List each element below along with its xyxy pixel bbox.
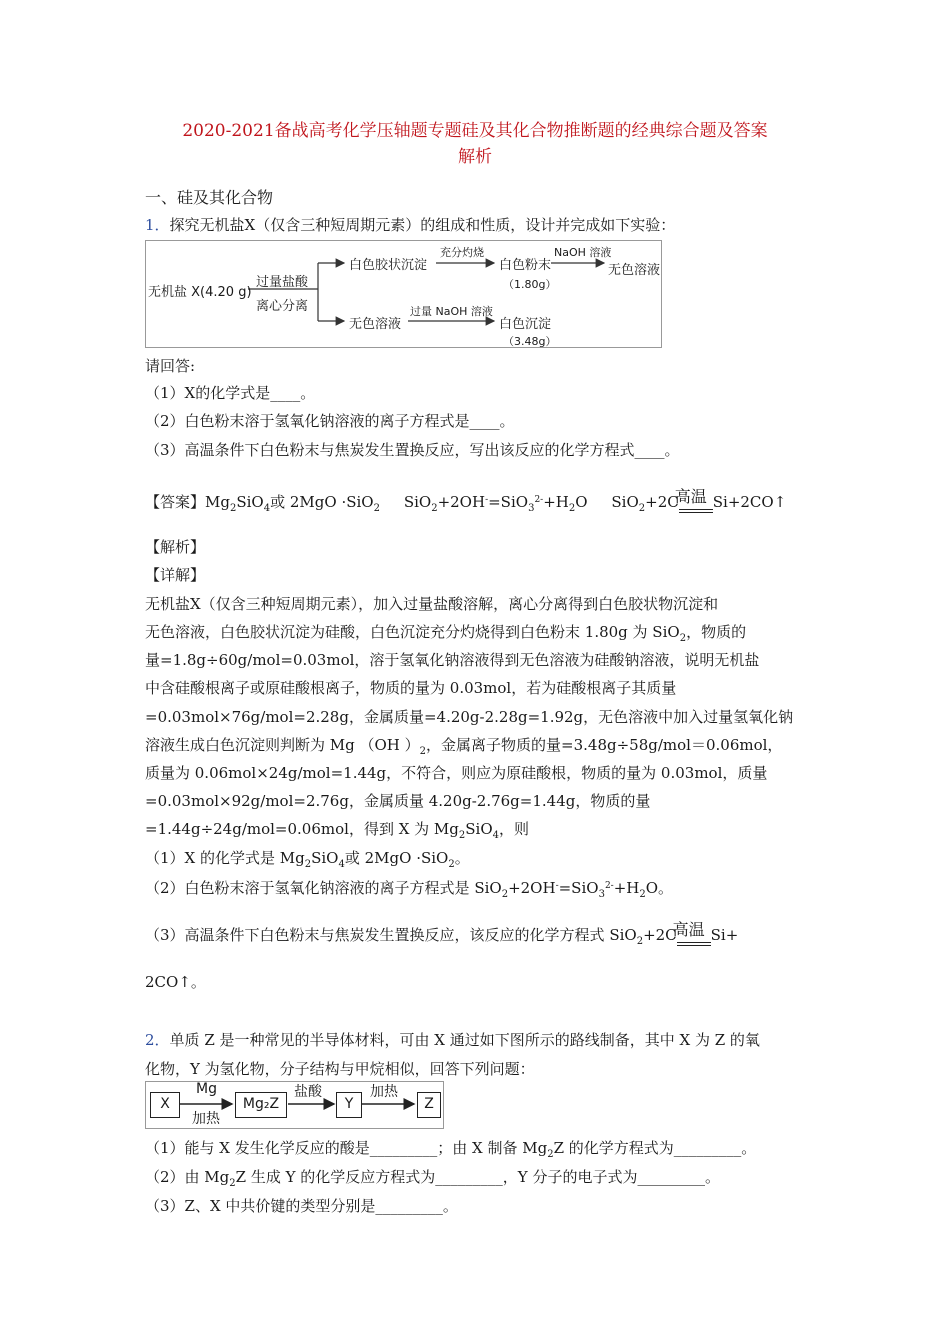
- diagram-powder: 白色粉末: [499, 258, 552, 273]
- label-heat1: 加热: [192, 1111, 220, 1127]
- q2-number: 2．: [145, 1031, 170, 1049]
- box-y: Y: [336, 1092, 362, 1118]
- explain-result-3-cont: 2CO↑。: [145, 973, 206, 991]
- q1-stem-text: 探究无机盐X（仅含三种短周期元素）的组成和性质，设计并完成如下实验：: [169, 216, 676, 234]
- condition-high-temp: 高温: [679, 509, 713, 519]
- answer-equation: Si+2CO↑: [712, 493, 787, 511]
- label-heat2: 加热: [370, 1084, 398, 1100]
- q1-ask: 请回答:: [145, 357, 196, 375]
- title-line-1: 2020-2021备战高考化学压轴题专题硅及其化合物推断题的经典综合题及答案: [182, 121, 768, 141]
- diagram-precip2: 白色沉淀: [499, 317, 552, 332]
- explain-line: 无色溶液，白色胶状沉淀为硅酸，白色沉淀充分灼烧得到白色粉末 1.80g 为 SiO$_2$，物质的: [145, 623, 747, 644]
- diagram-precip2-mass: （3.48g）: [503, 335, 557, 348]
- section-heading: 一、硅及其化合物: [145, 188, 274, 207]
- answer-equation: +2C: [645, 493, 679, 511]
- explain-line: 无机盐X（仅含三种短周期元素），加入过量盐酸溶解，离心分离得到白色胶状物沉淀和: [145, 595, 719, 613]
- q1-sub2: （2）白色粉末溶于氢氧化钠溶液的离子方程式是____。: [145, 412, 515, 430]
- title-line-2: 解析: [458, 147, 492, 167]
- q2-stem-1: 2．单质 Z 是一种常见的半导体材料，可由 X 通过如下图所示的路线制备，其中 X 为 Z 的氧: [145, 1031, 760, 1049]
- q1-sub1: （1）X的化学式是____。: [145, 384, 316, 402]
- explain-line: 溶液生成白色沉淀则判断为 Mg （OH ）$_2$，金属离子物质的量=3.48g÷58g/mol＝0.06mol，: [145, 736, 783, 757]
- q1-answer: 【答案】$Mg_2SiO_4$或 2MgO ·SiO$_2$ $SiO_2+2OH^-=SiO_3^{2-}+H_2O$ SiO$_2$+2C 高温 Si+2CO↑: [145, 490, 786, 519]
- label-mg: Mg: [196, 1081, 217, 1097]
- q2-stem-2: 化物，Y 为氢化物，分子结构与甲烷相似，回答下列问题：: [145, 1060, 535, 1078]
- q1-sub3: （3）高温条件下白色粉末与焦炭发生置换反应，写出该反应的化学方程式____。: [145, 441, 680, 459]
- q2-route-diagram: [145, 1081, 444, 1129]
- q1-experiment-diagram: [145, 240, 662, 348]
- document-title: [120, 118, 830, 170]
- explain-result-2: （2）白色粉末溶于氢氧化钠溶液的离子方程式是 $SiO_2+2OH^-=SiO_3^{2-}+H_2O$。: [145, 879, 674, 900]
- condition-high-temp: 高温: [677, 942, 711, 952]
- q2-sub2: （2）由 $Mg_2Z$ 生成 Y 的化学反应方程式为_________，Y 分子的电子式为_________。: [145, 1168, 720, 1189]
- box-z: Z: [417, 1092, 441, 1118]
- explain-result-1: （1）X 的化学式是 $Mg_2SiO_4$或 2MgO ·SiO$_2$。: [145, 849, 470, 870]
- answer-ionic: +2OH: [437, 493, 486, 511]
- explain-line: 中含硅酸根离子或原硅酸根离子，物质的量为 0.03mol，若为硅酸根离子其质量: [145, 679, 677, 697]
- diagram-sol2: 无色溶液: [349, 317, 402, 332]
- q1-number: 1．: [145, 216, 170, 234]
- xiangjie-heading: 【详解】: [145, 566, 206, 584]
- answer-formula: Mg: [205, 493, 230, 511]
- jiexi-heading: 【解析】: [145, 538, 206, 556]
- explain-line: =0.03mol×76g/mol=2.28g，金属质量=4.20g-2.28g=1.92g，无色溶液中加入过量氢氧化钠: [145, 708, 794, 726]
- diagram-start: 无机盐 X(4.20 g): [148, 285, 252, 300]
- explain-line: 量=1.8g÷60g/mol=0.03mol，溶于氢氧化钠溶液得到无色溶液为硅酸钠溶液，说明无机盐: [145, 651, 760, 669]
- answer-ionic: =SiO: [488, 493, 529, 511]
- explain-line: =1.44g÷24g/mol=0.06mol，得到 X 为 $Mg_2SiO_4$，则: [145, 820, 530, 841]
- diagram-naoh1: NaOH 溶液: [554, 246, 612, 259]
- explain-line: 质量为 0.06mol×24g/mol=1.44g，不符合，则应为原硅酸根，物质的量为 0.03mol，质量: [145, 764, 768, 782]
- diagram-naoh2: 过量 NaOH 溶液: [410, 305, 493, 318]
- answer-formula: SiO: [236, 493, 264, 511]
- answer-ionic: O: [575, 493, 588, 511]
- label-acid: 盐酸: [294, 1084, 322, 1100]
- diagram-powder-mass: （1.80g）: [503, 278, 557, 291]
- box-x: X: [150, 1092, 180, 1118]
- diagram-sol1: 无色溶液: [608, 263, 661, 278]
- answer-equation: SiO: [611, 493, 639, 511]
- q2-sub1: （1）能与 X 发生化学反应的酸是_________；由 X 制备 $Mg_2Z$ 的化学方程式为_________。: [145, 1139, 757, 1160]
- diagram-step1-top: 过量盐酸: [256, 275, 309, 290]
- explain-result-3: （3）高温条件下白色粉末与焦炭发生置换反应，该反应的化学方程式 SiO$_2$+2C 高温 Si+: [145, 925, 738, 952]
- diagram-burn: 充分灼烧: [440, 246, 484, 259]
- answer-ionic: +H: [543, 493, 569, 511]
- answer-ionic: SiO: [403, 493, 432, 511]
- answer-formula: 或 2MgO ·SiO: [270, 493, 374, 511]
- q2-sub3: （3）Z、X 中共价键的类型分别是_________。: [145, 1197, 458, 1215]
- explain-line: =0.03mol×92g/mol=2.76g，金属质量 4.20g-2.76g=1.44g，物质的量: [145, 792, 651, 810]
- box-mg2z: Mg₂Z: [235, 1092, 287, 1118]
- diagram-step1-bottom: 离心分离: [256, 299, 309, 314]
- q1-stem: [145, 215, 675, 235]
- diagram-precip: 白色胶状沉淀: [349, 258, 428, 273]
- answer-label: 【答案】: [145, 493, 206, 511]
